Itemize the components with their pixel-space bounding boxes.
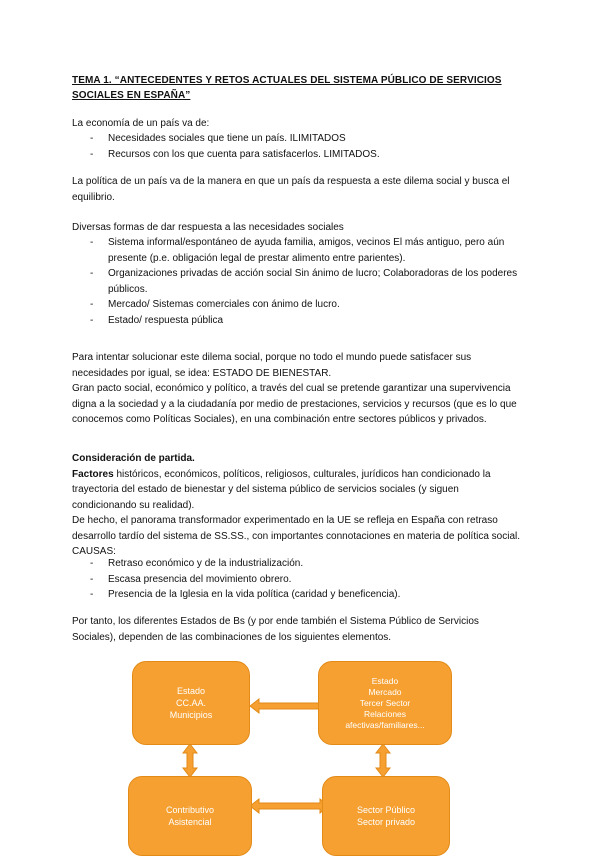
list-item: - Presencia de la Iglesia en la vida política (caridad y beneficencia). [72,587,522,603]
formas-list [72,235,522,328]
factores-bold: Factores [72,468,114,480]
document-title: TEMA 1. “ANTECEDENTES Y RETOS ACTUALES DEL SISTEMA PÚBLICO DE SERVICIOS SOCIALES EN ESPAÑA” [72,75,502,101]
list-item: - Sistema informal/espontáneo de ayuda familia, amigos, vecinos El más antiguo, pero aún presente (p.e. obligación legal de prestar alimento entre parientes). [72,235,522,266]
formas-heading: Diversas formas de dar respuesta a las necesidades sociales [72,222,344,233]
list-item: - Estado/ respuesta pública [72,313,522,329]
portanto-paragraph: Por tanto, los diferentes Estados de Bs (y por ende también el Sistema Público de Servicios Sociales), dependen de las combinaciones de los siguientes elementos. [72,616,479,643]
diagram-box-sectores: Sector Público Sector privado [322,776,450,856]
diagram-box-administraciones: Estado CC.AA. Municipios [132,661,250,745]
causas-list [72,556,522,603]
diagram-box-agentes: Estado Mercado Tercer Sector Relaciones afectivas/familiares... [318,661,452,745]
diagram-box-modalidad: Contributivo Asistencial [128,776,252,856]
bienestar-paragraph: Para intentar solucionar este dilema social, porque no todo el mundo puede satisfacer sus necesidades por igual, se idea: ESTADO DE BIENESTAR. [72,352,472,379]
list-item: - Mercado/ Sistemas comerciales con ánimo de lucro. [72,297,522,313]
arrow-left-vertical [183,744,197,777]
list-item: - Recursos con los que cuenta para satisfacerlos. LIMITADOS. [72,147,522,163]
politica-paragraph: La política de un país va de la manera en que un país da respuesta a este dilema social y busca el equilibrio. [72,176,510,203]
arrow-bottom-horizontal [250,799,329,813]
list-item: - Escasa presencia del movimiento obrero. [72,572,522,588]
list-item: - Organizaciones privadas de acción social Sin ánimo de lucro; Colaboradoras de los poderes públicos. [72,266,522,297]
list-item: - Necesidades sociales que tiene un país. ILIMITADOS [72,131,522,147]
intro-text: La economía de un país va de: [72,118,210,129]
consideracion-block [72,451,522,513]
hecho-paragraph: De hecho, el panorama transformador experimentado en la UE se refleja en España con retraso desarrollo tardío del sistema de SS.SS., con importantes connotaciones en materia de política social. CAUSAS: [72,515,521,557]
list-item: - Retraso económico y de la industrialización. [72,556,522,572]
intro-list [72,131,522,162]
consideracion-heading: Consideración de partida. [72,453,195,464]
arrow-right-vertical [376,744,390,777]
pacto-paragraph: Gran pacto social, económico y político, a través del cual se pretende garantizar una supervivencia digna a la sociedad y a la ciudadanía por medio de prestaciones, servicios y recursos (que es lo que conocemos como Políticas Sociales), en una combinación entre sectores públicos y privados. [72,383,517,425]
factores-text: históricos, económicos, políticos, religiosos, culturales, jurídicos han condicionado la trayectoria del estado de bienestar y del sistema público de servicios sociales (y siguen condicionando su realidad). [72,468,491,511]
